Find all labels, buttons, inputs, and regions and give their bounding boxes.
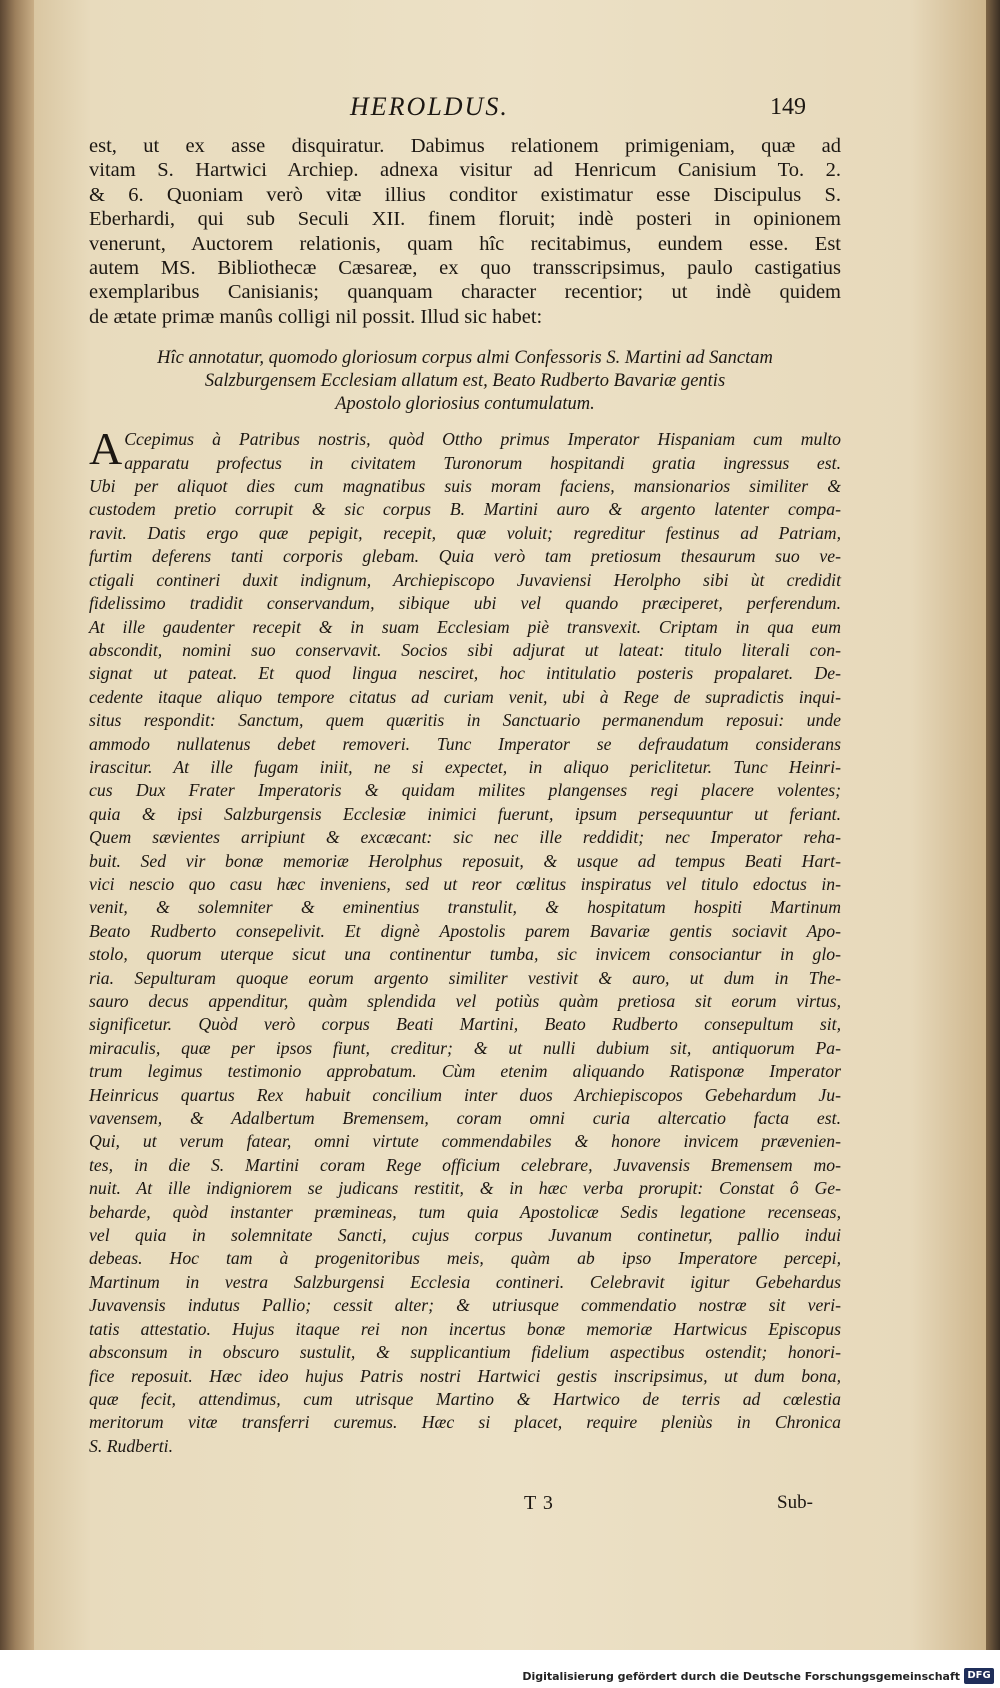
text-line: irascitur. At ille fugam iniit, ne si expectet, in aliquo periclitetur. Tunc Heinri- bbox=[89, 756, 841, 777]
text-line: custodem pretio corrupit & sic corpus B. Martini auro & argento latenter compa- bbox=[89, 499, 841, 520]
text-line: Juvavensis indutus Pallio; cessit alter; & utriusque commendatio nostræ sit veri- bbox=[89, 1295, 841, 1316]
text-line: Salzburgensem Ecclesiam allatum est, Beato Rudberto Bavariæ gentis bbox=[204, 371, 726, 392]
running-title: HEROLDUS. bbox=[350, 92, 509, 121]
funding-note: Digitalisierung gefördert durch die Deutsche Forschungsgemeinschaft bbox=[522, 1670, 960, 1683]
text-line: & 6. Quoniam verò vitæ illius conditor existimatur esse Discipulus S. bbox=[89, 183, 841, 206]
text-line: Quem sævientes arripiunt & excæcant: sic nec ille reddidit; nec Imperator reha- bbox=[89, 827, 841, 848]
text-line: S. Rudberti. bbox=[89, 1435, 174, 1456]
text-line: tatis attestatio. Hujus itaque rei non incertus bonæ memoriæ Hartwicus Episcopus bbox=[89, 1318, 841, 1339]
text-line: furtim deferens tanti corporis glebam. Quia verò tam pretiosum thesaurum suo ve- bbox=[89, 546, 841, 567]
text-line: debeas. Hoc tam à progenitoribus meis, quàm ab ipso Imperatore percepi, bbox=[89, 1248, 841, 1269]
text-line: de ætate primæ manûs colligi nil possit. Illud sic habet: bbox=[89, 305, 543, 328]
section-heading bbox=[89, 347, 841, 416]
text-line: At ille gaudenter recepit & in suam Ecclesiam piè transvexit. Criptam in qua eum bbox=[89, 616, 841, 637]
book-page bbox=[34, 0, 986, 1650]
text-line: tes, in die S. Martini coram Rege officium celebrare, Juvavensis Bremensem mo- bbox=[89, 1154, 841, 1175]
text-line: fidelissimo tradidit conservandum, sibique ubi vel quando præciperet, perferendum. bbox=[89, 593, 841, 614]
text-line: Eberhardi, qui sub Seculi XII. finem floruit; indè posteri in opinionem bbox=[89, 208, 841, 231]
text-line: miraculis, quæ per ipsos fiunt, creditur; & ut nulli dubium sit, antiquorum Pa- bbox=[89, 1037, 841, 1058]
text-line: quia & ipsi Salzburgensis Ecclesiæ inimici fuerunt, ipsum persequuntur ut feriant. bbox=[89, 803, 841, 824]
text-line: abscondit, nomini suo conservavit. Socios sibi adjurat ut lateat: titulo literali con- bbox=[89, 639, 841, 660]
text-line: vel quia in solemnitate Sancti, cujus corpus Juvanum continetur, pallio indui bbox=[89, 1225, 841, 1246]
text-line: trum legimus testimonio approbatum. Cùm etenim aliquando Ratisponæ Imperator bbox=[89, 1061, 841, 1082]
text-line: apparatu profectus in civitatem Turonorum hospitandi gratia ingressus est. bbox=[124, 452, 841, 473]
text-line: absconsum in obscuro sustulit, & supplicantium fidelium aspectibus ostendit; honori- bbox=[89, 1342, 841, 1363]
dfg-logo-icon: DFG bbox=[964, 1668, 994, 1684]
text-line: buit. Sed vir bonæ memoriæ Herolphus reposuit, & usque ad tempus Beati Hart- bbox=[89, 850, 841, 871]
text-line: nuit. At ille indigniorem se judicans restitit, & in hæc verba prorupit: Constat ô Ge- bbox=[89, 1178, 841, 1199]
text-line: ctigali contineri duxit indignum, Archiepiscopo Juvaviensi Herolpho sibi ùt credidit bbox=[89, 569, 841, 590]
text-line: Beato Rudberto consepelivit. Et dignè Apostolis parem Bavariæ gentis sociavit Apo- bbox=[89, 920, 841, 941]
text-line: signat ut pateat. Et quod lingua nesciret, hoc intitulatio posteris propalaret. De- bbox=[89, 663, 841, 684]
text-line: Heinricus quartus Rex habuit concilium inter duos Archiepiscopos Gebehardum Ju- bbox=[89, 1084, 841, 1105]
text-line: vitam S. Hartwici Archiep. adnexa visitur ad Henricum Canisium To. 2. bbox=[89, 159, 841, 182]
text-line: Ubi per aliquot dies cum magnatibus suis moram faciens, mansionarios similiter & bbox=[89, 476, 841, 497]
page-number: 149 bbox=[770, 94, 806, 120]
catchword: Sub- bbox=[777, 1492, 813, 1513]
text-line: Martinum in vestra Salzburgensi Ecclesia contineri. Celebravit igitur Gebehardus bbox=[89, 1271, 841, 1292]
text-line: situs respondit: Sanctum, quem quæritis in Sanctuario permanendum reposui: unde bbox=[89, 710, 841, 731]
text-line: exemplaribus Canisianis; quanquam character recentior; ut indè quidem bbox=[89, 281, 841, 304]
running-head bbox=[34, 92, 986, 132]
text-line: beharde, quòd instanter præmineas, tum quia Apostolicæ Sedis legatione recenseas, bbox=[89, 1201, 841, 1222]
text-line: Apostolo gloriosius contumulatum. bbox=[335, 394, 595, 415]
facing-page-edge bbox=[0, 0, 34, 1650]
text-line: Hîc annotatur, quomodo gloriosum corpus almi Confessoris S. Martini ad Sanctam bbox=[157, 348, 773, 369]
drop-cap: A bbox=[89, 423, 123, 475]
text-line: vici nescio quo casu hæc inveniens, sed ut reor cœlitus inspiratus vel titulo edoctus in- bbox=[89, 873, 841, 894]
text-line: venerunt, Auctorem relationis, quam hîc recitabimus, eundem esse. Est bbox=[89, 232, 841, 255]
text-line: est, ut ex asse disquiratur. Dabimus relationem primigeniam, quæ ad bbox=[89, 135, 841, 157]
body-first-line: Ccepimus à Patribus nostris, quòd Ottho primus Imperator Hispaniam cum multo bbox=[124, 429, 841, 450]
text-line: significetur. Quòd verò corpus Beati Martini, Beato Rudberto consepultum sit, bbox=[89, 1014, 841, 1035]
text-line: cedente itaque aliquo tempore citatus ad curiam venit, ubi à Rege de supradictis inqui- bbox=[89, 686, 841, 707]
text-line: fice reposuit. Hæc ideo hujus Patris nostri Hartwici gestis inscripsimus, ut dum bona, bbox=[89, 1365, 841, 1386]
text-line: ravit. Datis ergo quæ pepigit, recepit, quæ voluit; regreditur festinus ad Patriam, bbox=[89, 522, 841, 543]
body-paragraph bbox=[89, 423, 841, 1458]
text-line: autem MS. Bibliothecæ Cæsareæ, ex quo transscripsimus, paulo castigatius bbox=[89, 257, 841, 280]
signature-mark: T 3 bbox=[524, 1492, 554, 1514]
text-block bbox=[89, 134, 841, 1458]
book-edge bbox=[986, 0, 1000, 1650]
text-line: ammodo nullatenus debet removeri. Tunc Imperator se defraudatum considerans bbox=[89, 733, 841, 754]
text-line: venit, & solemniter & eminentius transtulit, & hospitatum hospiti Martinum bbox=[89, 897, 841, 918]
text-line: Qui, ut verum fatear, omni virtute commendabiles & honore invicem prævenien- bbox=[89, 1131, 841, 1152]
footer-bar bbox=[0, 1650, 1000, 1688]
text-line: quæ fecit, attendimus, cum utrisque Martino & Hartwico de terris ad cœlestia bbox=[89, 1388, 841, 1409]
text-line: stolo, quorum uterque sicut una continentur tumba, sic invicem consociantur in glo- bbox=[89, 944, 841, 965]
text-line: vavensem, & Adalbertum Bremensem, coram omni curia altercatio facta est. bbox=[89, 1108, 841, 1129]
text-line: sauro decus appenditur, quàm splendida vel potiùs quàm pretiosa sit eorum virtus, bbox=[89, 991, 841, 1011]
intro-paragraph bbox=[89, 134, 841, 329]
text-line: cus Dux Frater Imperatoris & quidam milites plangenses regi placere volentes; bbox=[89, 780, 841, 801]
text-line: meritorum vitæ transferri curemus. Hæc si placet, require pleniùs in Chronica bbox=[89, 1412, 841, 1433]
text-line: ria. Sepulturam quoque eorum argento similiter vestivit & auro, ut dum in The- bbox=[89, 967, 841, 988]
